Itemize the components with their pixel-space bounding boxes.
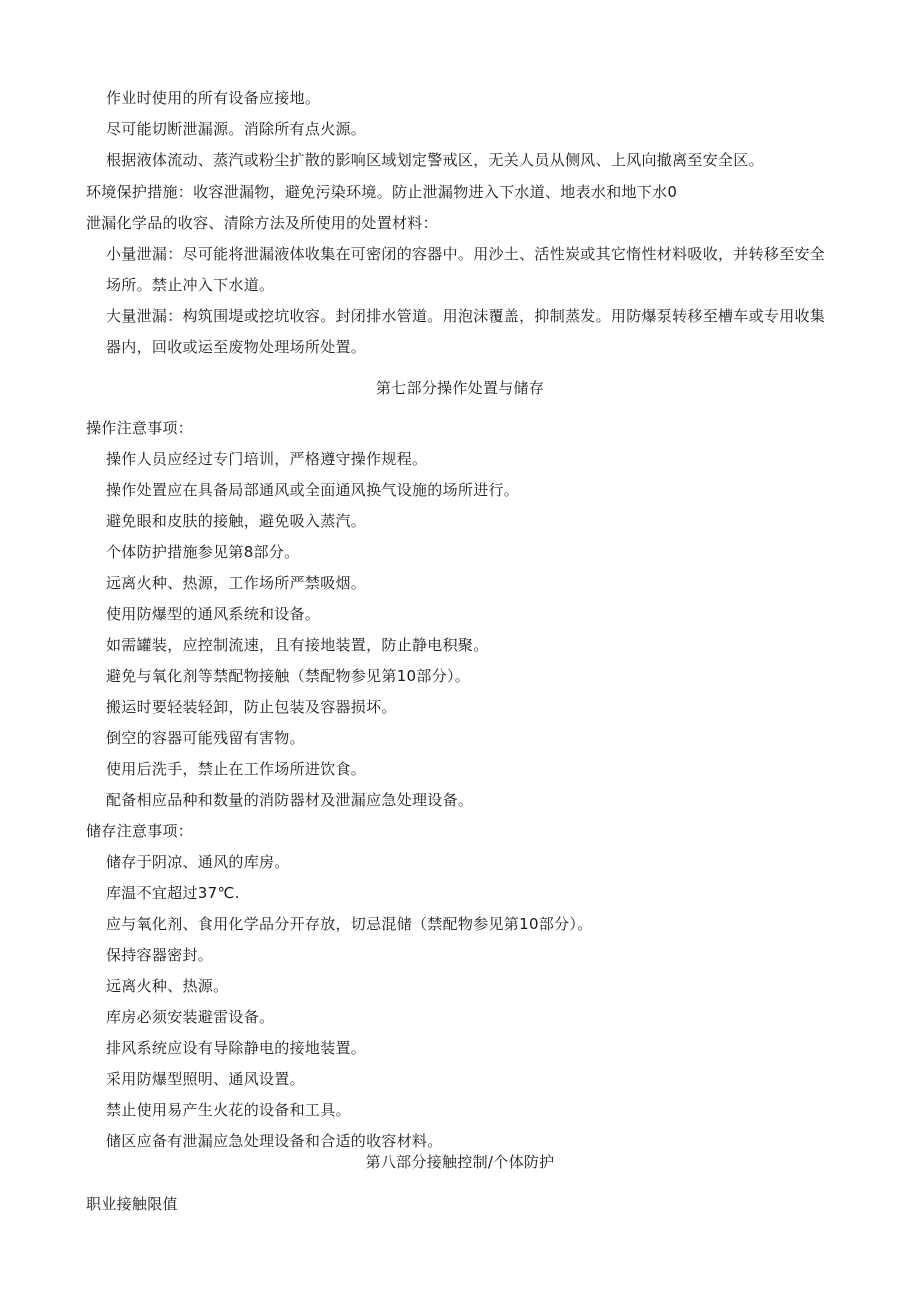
storage-item: 采用防爆型照明、通风设置。 bbox=[106, 1070, 305, 1088]
storage-item: 储区应备有泄漏应急处理设备和合适的收容材料。 bbox=[106, 1132, 443, 1150]
small-spill-line-1: 小量泄漏：尽可能将泄漏液体收集在可密闭的容器中。用沙土、活性炭或其它惰性材料吸收，并转移至安全 bbox=[106, 245, 826, 263]
handling-item: 配备相应品种和数量的消防器材及泄漏应急处理设备。 bbox=[106, 791, 474, 809]
storage-heading: 储存注意事项： bbox=[86, 822, 194, 840]
storage-item: 禁止使用易产生火花的设备和工具。 bbox=[106, 1101, 351, 1119]
handling-item: 使用后洗手，禁止在工作场所进饮食。 bbox=[106, 760, 367, 778]
storage-item: 远离火种、热源。 bbox=[106, 977, 229, 995]
storage-item: 库房必须安装避雷设备。 bbox=[106, 1008, 275, 1026]
handling-item: 操作处置应在具备局部通风或全面通风换气设施的场所进行。 bbox=[106, 481, 520, 499]
large-spill-line-1: 大量泄漏：构筑围堤或挖坑收容。封闭排水管道。用泡沫覆盖，抑制蒸发。用防爆泵转移至槽车或专用收集 bbox=[106, 307, 826, 325]
storage-item: 储存于阴凉、通风的库房。 bbox=[106, 853, 290, 871]
storage-item: 排风系统应设有导除静电的接地装置。 bbox=[106, 1039, 367, 1057]
handling-heading: 操作注意事项： bbox=[86, 419, 194, 437]
handling-item: 如需罐装，应控制流速，且有接地装置，防止静电积聚。 bbox=[106, 636, 489, 654]
small-spill-line-2: 场所。禁止冲入下水道。 bbox=[106, 276, 275, 294]
cleanup-heading: 泄漏化学品的收容、清除方法及所使用的处置材料： bbox=[86, 214, 438, 232]
handling-item: 远离火种、热源，工作场所严禁吸烟。 bbox=[106, 574, 367, 592]
exposure-limits-heading: 职业接触限值 bbox=[86, 1195, 178, 1213]
large-spill-line-2: 器内，回收或运至废物处理场所处置。 bbox=[106, 338, 367, 356]
handling-item: 避免眼和皮肤的接触，避免吸入蒸汽。 bbox=[106, 512, 367, 530]
spill-line-warning-zone: 根据液体流动、蒸汽或粉尘扩散的影响区域划定警戒区，无关人员从侧风、上风向撤离至安全区。 bbox=[106, 151, 764, 169]
handling-item: 倒空的容器可能残留有害物。 bbox=[106, 729, 305, 747]
handling-item: 避免与氧化剂等禁配物接触（禁配物参见第10部分）。 bbox=[106, 667, 471, 685]
spill-line-cut-source: 尽可能切断泄漏源。消除所有点火源。 bbox=[106, 120, 367, 138]
handling-item: 使用防爆型的通风系统和设备。 bbox=[106, 605, 321, 623]
storage-item: 库温不宜超过37℃. bbox=[106, 884, 240, 902]
storage-item: 应与氧化剂、食用化学品分开存放，切忌混储（禁配物参见第10部分）。 bbox=[106, 915, 593, 933]
handling-item: 个体防护措施参见第8部分。 bbox=[106, 543, 300, 561]
spill-line-grounding: 作业时使用的所有设备应接地。 bbox=[106, 89, 321, 107]
handling-item: 操作人员应经过专门培训，严格遵守操作规程。 bbox=[106, 450, 428, 468]
handling-item: 搬运时要轻装轻卸，防止包装及容器损坏。 bbox=[106, 698, 397, 716]
section-8-title: 第八部分接触控制/个体防护 bbox=[365, 1153, 555, 1171]
environmental-measures: 环境保护措施：收容泄漏物，避免污染环境。防止泄漏物进入下水道、地表水和地下水0 bbox=[86, 183, 678, 201]
section-7-title: 第七部分操作处置与储存 bbox=[375, 379, 545, 397]
storage-item: 保持容器密封。 bbox=[106, 946, 214, 964]
